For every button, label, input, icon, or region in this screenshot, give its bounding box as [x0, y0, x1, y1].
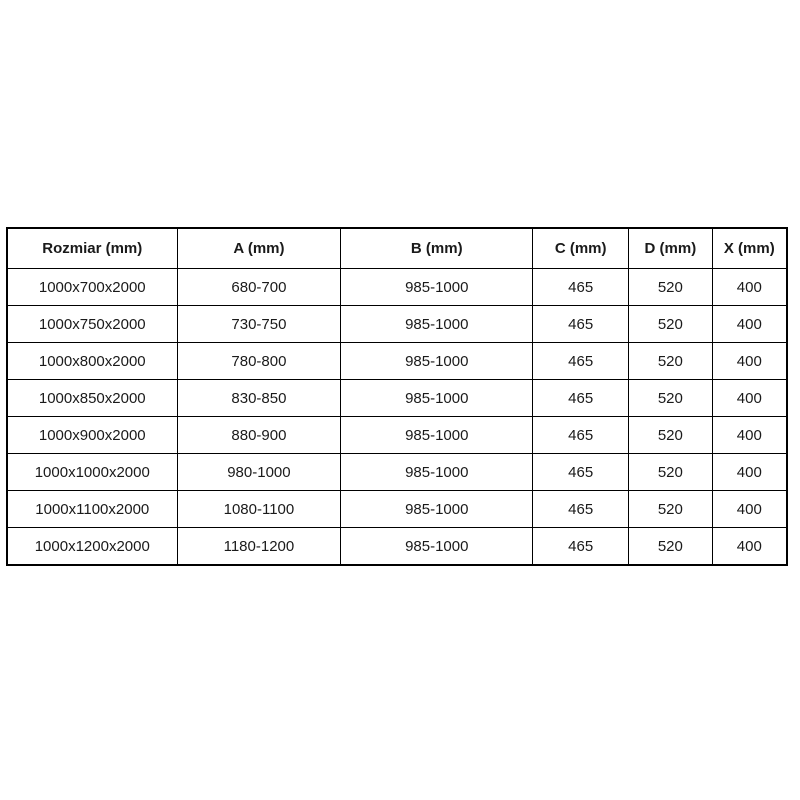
table-cell: 1000x1100x2000	[7, 491, 177, 528]
column-header: X (mm)	[712, 228, 787, 269]
table-cell: 520	[629, 306, 712, 343]
table-cell: 465	[533, 343, 629, 380]
table-cell: 1000x1000x2000	[7, 454, 177, 491]
table-cell: 1000x1200x2000	[7, 528, 177, 566]
table-cell: 520	[629, 491, 712, 528]
table-row	[7, 491, 787, 528]
table-cell: 1000x850x2000	[7, 380, 177, 417]
table-cell: 465	[533, 454, 629, 491]
table-row	[7, 380, 787, 417]
table-cell: 985-1000	[341, 528, 533, 566]
table-cell: 520	[629, 417, 712, 454]
table-cell: 465	[533, 528, 629, 566]
table-cell: 400	[712, 528, 787, 566]
table-row	[7, 343, 787, 380]
table-cell: 680-700	[177, 269, 341, 306]
column-header: Rozmiar (mm)	[7, 228, 177, 269]
table-cell: 985-1000	[341, 454, 533, 491]
column-header: C (mm)	[533, 228, 629, 269]
table-cell: 465	[533, 269, 629, 306]
table-cell: 1000x750x2000	[7, 306, 177, 343]
table-row	[7, 417, 787, 454]
table-cell: 985-1000	[341, 491, 533, 528]
table-cell: 1000x800x2000	[7, 343, 177, 380]
table-cell: 985-1000	[341, 380, 533, 417]
table-cell: 465	[533, 306, 629, 343]
table-cell: 400	[712, 306, 787, 343]
table-cell: 400	[712, 380, 787, 417]
table-cell: 400	[712, 417, 787, 454]
table-cell: 730-750	[177, 306, 341, 343]
column-header: B (mm)	[341, 228, 533, 269]
header-row	[7, 228, 787, 269]
table-cell: 985-1000	[341, 343, 533, 380]
table-cell: 985-1000	[341, 269, 533, 306]
table-cell: 985-1000	[341, 417, 533, 454]
table-cell: 520	[629, 269, 712, 306]
table-cell: 880-900	[177, 417, 341, 454]
table-cell: 780-800	[177, 343, 341, 380]
table-cell: 520	[629, 528, 712, 566]
table-cell: 1080-1100	[177, 491, 341, 528]
spec-table-body	[7, 269, 787, 566]
table-cell: 520	[629, 454, 712, 491]
table-row	[7, 528, 787, 566]
table-cell: 1000x900x2000	[7, 417, 177, 454]
size-spec-table	[6, 227, 788, 566]
spec-table-header	[7, 228, 787, 269]
column-header: A (mm)	[177, 228, 341, 269]
table-cell: 400	[712, 269, 787, 306]
table-cell: 520	[629, 380, 712, 417]
table-cell: 830-850	[177, 380, 341, 417]
table-row	[7, 306, 787, 343]
table-cell: 400	[712, 454, 787, 491]
table-cell: 980-1000	[177, 454, 341, 491]
table-row	[7, 269, 787, 306]
table-cell: 465	[533, 380, 629, 417]
table-cell: 400	[712, 343, 787, 380]
table-cell: 465	[533, 491, 629, 528]
table-cell: 400	[712, 491, 787, 528]
table-cell: 1000x700x2000	[7, 269, 177, 306]
size-spec-table-container	[6, 227, 788, 566]
table-cell: 1180-1200	[177, 528, 341, 566]
column-header: D (mm)	[629, 228, 712, 269]
table-cell: 985-1000	[341, 306, 533, 343]
table-cell: 465	[533, 417, 629, 454]
table-cell: 520	[629, 343, 712, 380]
table-row	[7, 454, 787, 491]
